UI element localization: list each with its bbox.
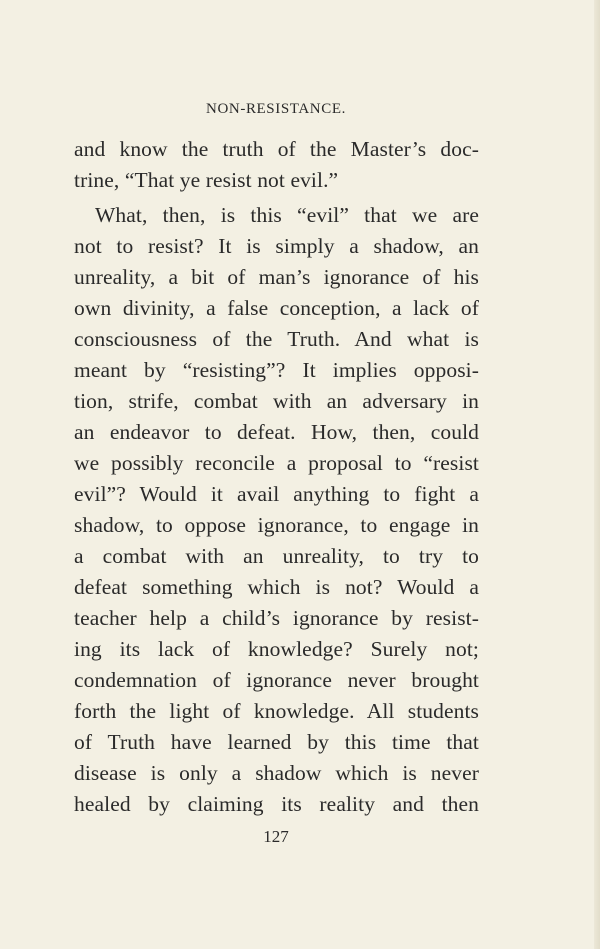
text-line: not to resist? It is simply a shadow, an <box>74 234 479 258</box>
text-line: trine, “That ye resist not evil.” <box>74 168 339 192</box>
text-line: ing its lack of knowledge? Surely not; <box>74 637 479 661</box>
page-number: 127 <box>263 827 289 846</box>
text-line: healed by claiming its reality and then <box>74 792 479 816</box>
text-line: a combat with an unreality, to try to <box>74 544 479 568</box>
page-edge <box>594 0 600 949</box>
text-line: defeat something which is not? Would a <box>74 575 479 599</box>
running-head: NON-RESISTANCE. <box>206 101 346 117</box>
text-line: disease is only a shadow which is never <box>74 761 479 785</box>
text-line: forth the light of knowledge. All students <box>74 699 479 723</box>
text-line: of Truth have learned by this time that <box>74 730 479 754</box>
text-line: consciousness of the Truth. And what is <box>74 327 479 351</box>
text-line: evil”? Would it avail anything to fight a <box>74 482 479 506</box>
text-line: teacher help a child’s ignorance by resist- <box>74 606 479 630</box>
text-line: meant by “resisting”? It implies opposi- <box>74 358 479 382</box>
text-line: and know the truth of the Master’s doc- <box>74 137 479 161</box>
text-line: own divinity, a false conception, a lack of <box>74 296 479 320</box>
text-line: an endeavor to defeat. How, then, could <box>74 420 479 444</box>
text-line: we possibly reconcile a proposal to “resist <box>74 451 479 475</box>
text-line: What, then, is this “evil” that we are <box>95 203 479 227</box>
text-line: shadow, to oppose ignorance, to engage in <box>74 513 479 537</box>
text-line: unreality, a bit of man’s ignorance of his <box>74 265 479 289</box>
text-line: tion, strife, combat with an adversary in <box>74 389 479 413</box>
text-line: condemnation of ignorance never brought <box>74 668 479 692</box>
